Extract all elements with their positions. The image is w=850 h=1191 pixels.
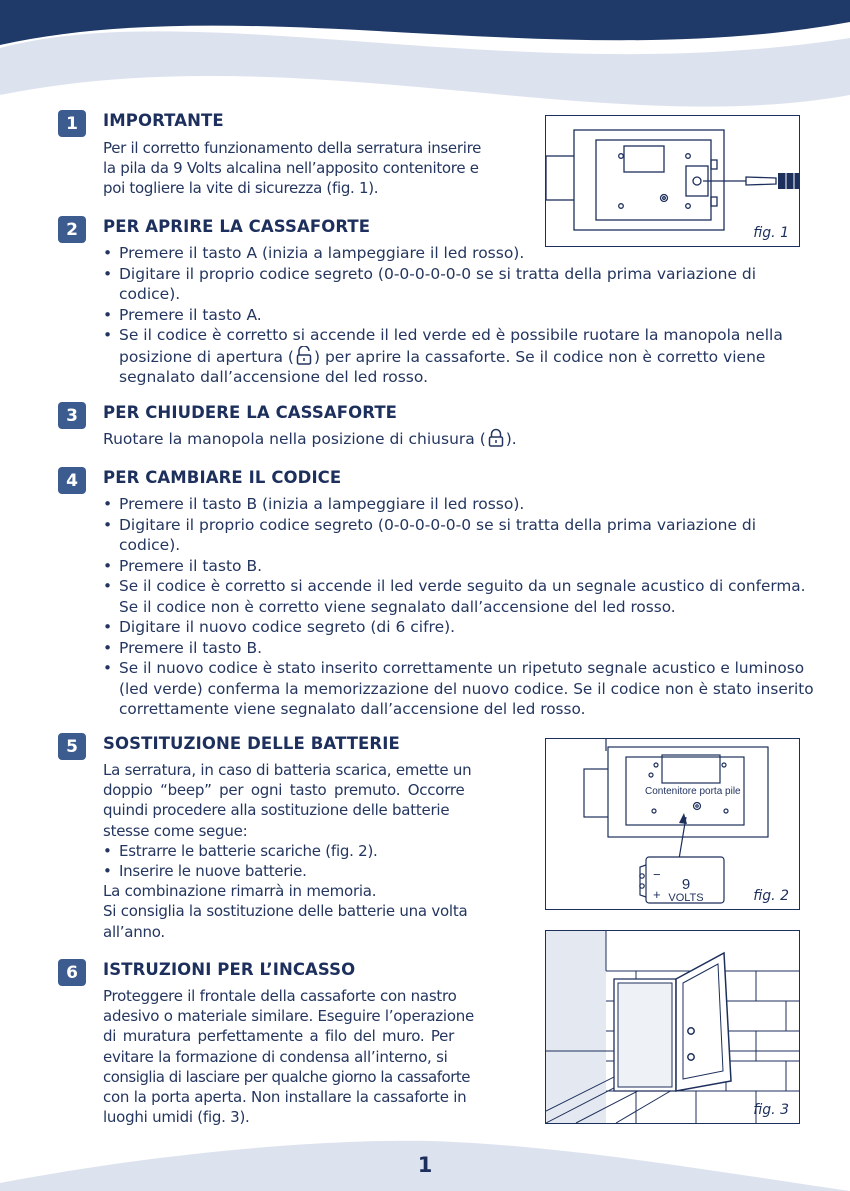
text-fragment: Ruotare la manopola nella posizione di chiusura ( bbox=[103, 430, 486, 448]
section-title: ISTRUZIONI PER L’INCASSO bbox=[103, 960, 356, 979]
battery-unit: VOLTS bbox=[668, 892, 704, 904]
section-title: PER CAMBIARE IL CODICE bbox=[103, 468, 342, 487]
list-item: • Estrarre le batterie scariche (fig. 2). bbox=[103, 841, 471, 861]
text-line: doppio “beep” per ogni tasto premuto. Occorre bbox=[103, 781, 465, 800]
container-label: Contenitore porta pile bbox=[645, 786, 741, 797]
battery-plus: + bbox=[653, 887, 661, 902]
battery-compartment-illustration bbox=[546, 739, 799, 909]
section-number: 1 bbox=[58, 110, 86, 137]
battery-minus: − bbox=[653, 867, 661, 882]
text-line: evitare la formazione di condensa all’interno, si bbox=[103, 1047, 448, 1066]
text-line: la pila da 9 Volts alcalina nell’apposito contenitore e bbox=[103, 159, 479, 177]
figure-label: fig. 3 bbox=[753, 1102, 789, 1118]
text-line: Per il corretto funzionamento della serratura inserire bbox=[103, 139, 482, 157]
list-item: • Digitare il nuovo codice segreto (di 6 cifre). bbox=[103, 617, 815, 638]
list-item: • Digitare il proprio codice segreto (0-0-0-0-0-0 se si tratta della prima variazione di codice). bbox=[103, 515, 815, 556]
text-fragment: ). bbox=[505, 430, 517, 448]
text-line: Si consiglia la sostituzione delle batterie una volta bbox=[103, 902, 468, 921]
section-title: PER APRIRE LA CASSAFORTE bbox=[103, 217, 371, 236]
section-number: 6 bbox=[58, 959, 86, 986]
section-number: 3 bbox=[58, 402, 86, 429]
text-line: luoghi umidi (fig. 3). bbox=[103, 1108, 250, 1127]
figure-label: fig. 2 bbox=[753, 888, 789, 904]
section-title: PER CHIUDERE LA CASSAFORTE bbox=[103, 403, 398, 422]
list-item: • Se il nuovo codice è stato inserito correttamente un ripetuto segnale acustico e luminoso (led verde) conferma la memorizzazione del nuovo codice. Se il codice non è stato inserito correttamente viene segnalato dall’accensione del led rosso. bbox=[103, 658, 815, 720]
text-fragment: ) per aprire la cassaforte. Se il codice non è corretto viene segnalato dall’accensione del led rosso. bbox=[119, 347, 766, 386]
text-line: Proteggere il frontale della cassaforte con nastro bbox=[103, 987, 457, 1005]
list-item: • Premere il tasto B. bbox=[103, 638, 815, 659]
wall-safe-illustration bbox=[546, 931, 799, 1123]
text-line: stesse come segue: bbox=[103, 821, 248, 840]
text-line: quindi procedere alla sostituzione delle batterie bbox=[103, 801, 450, 820]
section-number: 2 bbox=[58, 216, 86, 243]
list-item: • Premere il tasto A (inizia a lampeggiare il led rosso). bbox=[103, 243, 813, 264]
open-padlock-icon bbox=[296, 346, 312, 365]
figure-2 bbox=[545, 738, 800, 910]
text-line: adesivo o materiale similare. Eseguire l’operazione bbox=[103, 1007, 474, 1026]
figure-1 bbox=[545, 115, 800, 247]
list-item: • Premere il tasto A. bbox=[103, 305, 813, 326]
text-line: con la porta aperta. Non installare la cassaforte in bbox=[103, 1088, 467, 1107]
page-number: 1 bbox=[417, 1153, 433, 1177]
battery-voltage: 9 bbox=[681, 876, 691, 893]
text-line: consiglia di lasciare per qualche giorno la cassaforte bbox=[103, 1067, 470, 1086]
section-title: SOSTITUZIONE DELLE BATTERIE bbox=[103, 734, 400, 753]
text-line: La serratura, in caso di batteria scarica, emette un bbox=[103, 761, 472, 779]
figure-3 bbox=[545, 930, 800, 1124]
text-line: all’anno. bbox=[103, 922, 165, 941]
text-line: poi togliere la vite di sicurezza (fig. 1). bbox=[103, 179, 379, 197]
list-item: • Inserire le nuove batterie. bbox=[103, 861, 471, 881]
section-number: 5 bbox=[58, 733, 86, 760]
list-item bbox=[103, 325, 813, 388]
list-item: • Premere il tasto B (inizia a lampeggiare il led rosso). bbox=[103, 494, 815, 515]
section-title: IMPORTANTE bbox=[103, 111, 224, 130]
closed-padlock-icon bbox=[488, 428, 504, 447]
text-line: di muratura perfettamente a filo del muro. Per bbox=[103, 1027, 455, 1046]
list-item: • Se il codice è corretto si accende il led verde seguito da un segnale acustico di conferma. Se il codice non è corretto viene segnalato dall’accensione del led rosso. bbox=[103, 576, 815, 617]
figure-label: fig. 1 bbox=[753, 225, 789, 241]
header-band bbox=[0, 0, 850, 110]
text-line: La combinazione rimarrà in memoria. bbox=[103, 882, 377, 901]
list-item: • Premere il tasto B. bbox=[103, 556, 815, 577]
section-number: 4 bbox=[58, 467, 86, 494]
text-fragment: Se il codice è corretto si accende il led verde ed è possibile ruotare la manopola nella posizione di apertura ( bbox=[119, 326, 783, 366]
list-item: • Digitare il proprio codice segreto (0-0-0-0-0-0 se si tratta della prima variazione di codice). bbox=[103, 264, 813, 305]
